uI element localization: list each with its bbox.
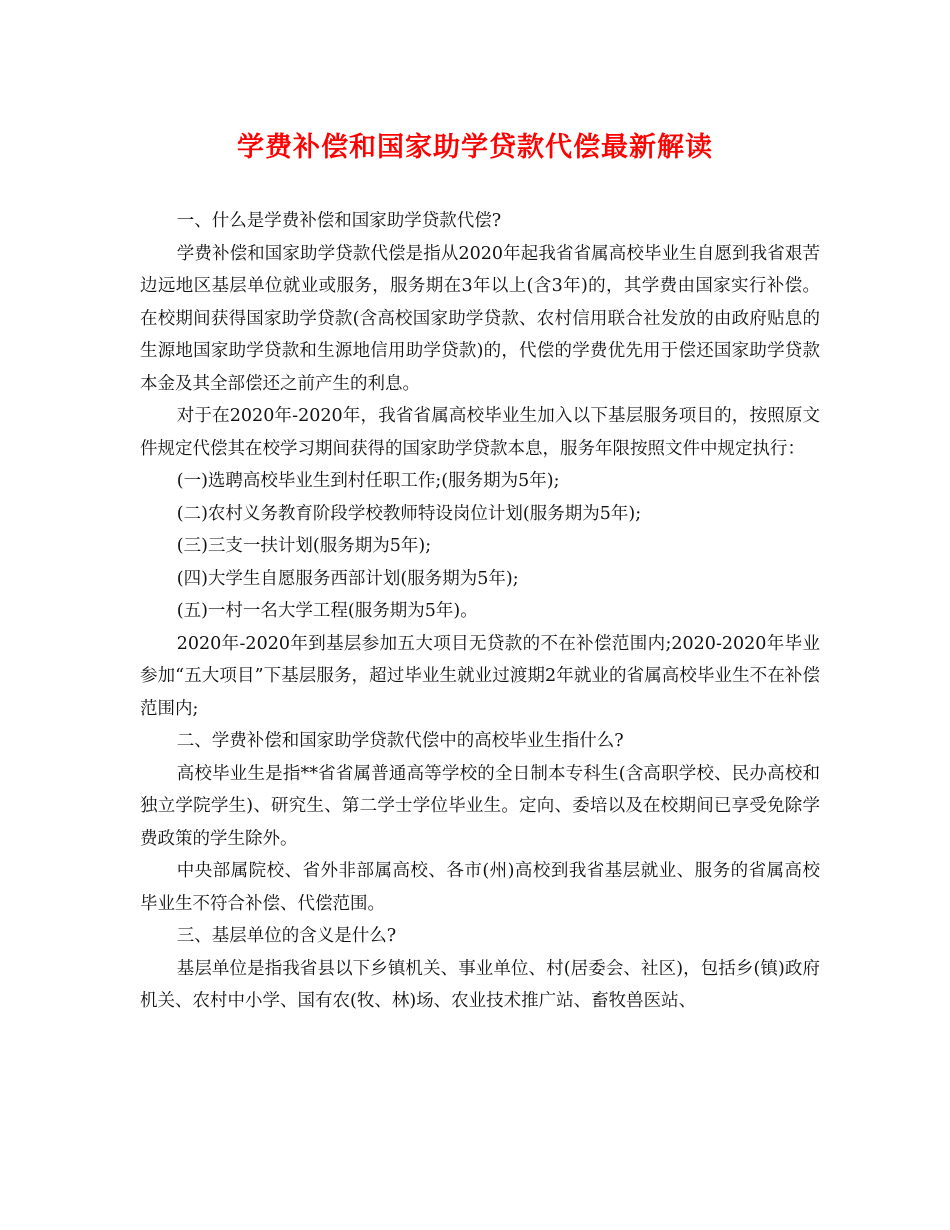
paragraph: (二)农村义务教育阶段学校教师特设岗位计划(服务期为5年); (176, 503, 642, 524)
paragraph: 基层单位是指我省县以下乡镇机关、事业单位、村(居委会、社区)，包括乡(镇)政府机关、农村中小学、国有农(牧、林)场、农业技术推广站、畜牧兽医站、 (140, 958, 820, 1011)
paragraph: 一、什么是学费补偿和国家助学贷款代偿? (176, 211, 502, 231)
document-title: 学费补偿和国家助学贷款代偿最新解读 (237, 132, 713, 163)
paragraph: (三)三支一扶计划(服务期为5年); (176, 536, 432, 556)
paragraph: 中央部属院校、省外非部属高校、各市(州)高校到我省基层就业、服务的省属高校毕业生不符合补偿、代偿范围。 (140, 861, 820, 914)
paragraph: 2020年-2020年到基层参加五大项目无贷款的不在补偿范围内;2020-2020年毕业参加“五大项目”下基层服务，超过毕业生就业过渡期2年就业的省属高校毕业生不在补偿范围内; (140, 633, 820, 719)
paragraph: 对于在2020年-2020年，我省省属高校毕业生加入以下基层服务项目的，按照原文件规定代偿其在校学习期间获得的国家助学贷款本息，服务年限按照文件中规定执行： (140, 406, 820, 459)
paragraph: (一)选聘高校毕业生到村任职工作;(服务期为5年); (176, 471, 560, 491)
paragraph: 高校毕业生是指**省省属普通高等学校的全日制本专科生(含高职学校、民办高校和独立学院学生)、研究生、第二学士学位毕业生。定向、委培以及在校期间已享受免除学费政策的学生除外。 (140, 763, 820, 849)
paragraph: 学费补偿和国家助学贷款代偿是指从2020年起我省省属高校毕业生自愿到我省艰苦边远地区基层单位就业或服务，服务期在3年以上(含3年)的，其学费由国家实行补偿。在校期间获得国家助学贷款(含高校国家助学贷款、农村信用联合社发放的由政府贴息的生源地国家助学贷款和生源地信用助学贷款)的，代偿的学费优先用于偿还国家助学贷款本金及其全部偿还之前产生的利息。 (140, 243, 820, 394)
paragraph: (四)大学生自愿服务西部计划(服务期为5年); (176, 568, 519, 589)
paragraph: 三、基层单位的含义是什么? (176, 926, 397, 946)
paragraph: 二、学费补偿和国家助学贷款代偿中的高校毕业生指什么? (176, 731, 624, 751)
paragraph: (五)一村一名大学工程(服务期为5年)。 (176, 601, 478, 621)
document-body (140, 205, 820, 1018)
